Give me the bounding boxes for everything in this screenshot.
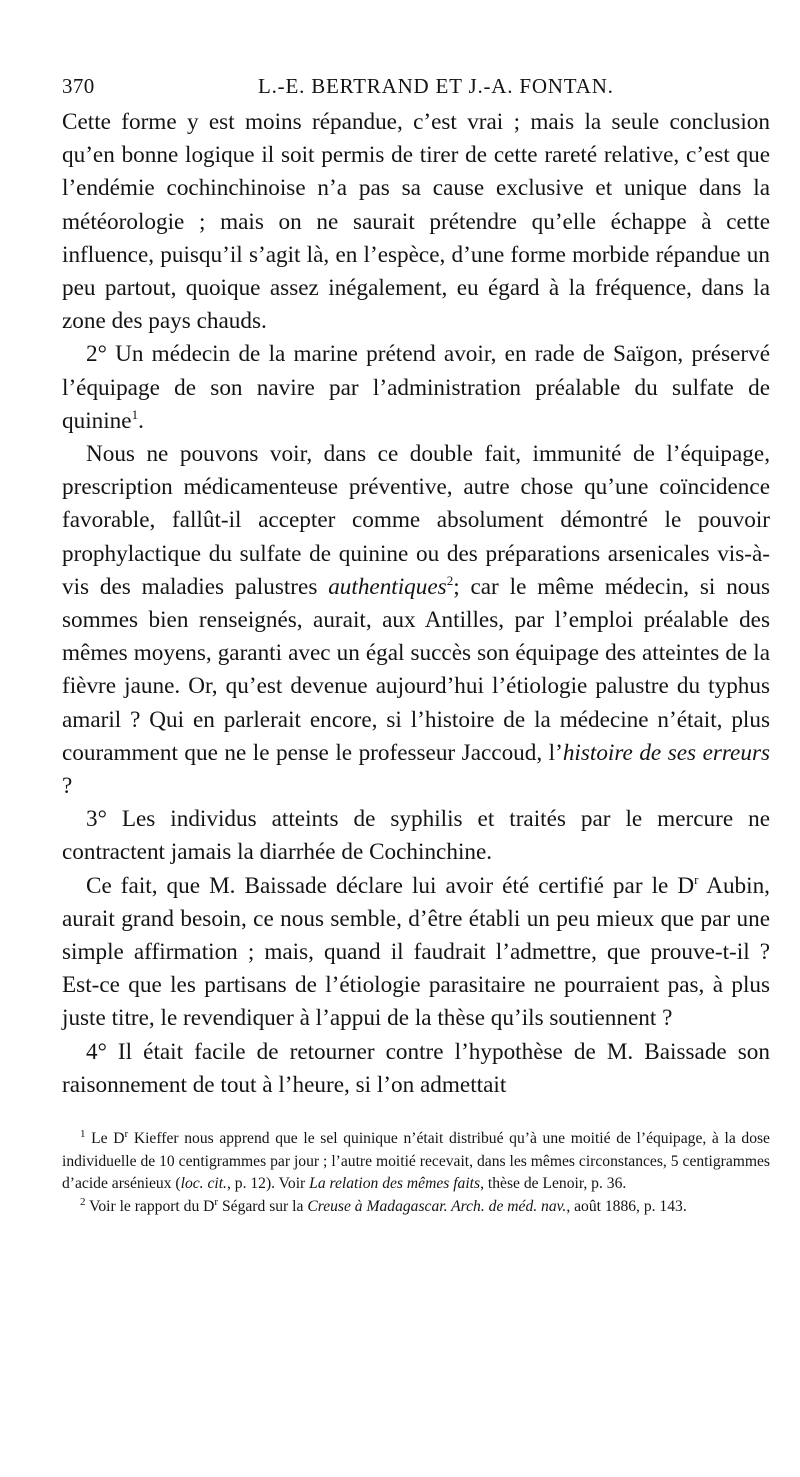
document-page (62, 72, 770, 1218)
running-title: L.-E. BERTRAND ET J.-A. FONTAN. (258, 74, 614, 98)
paragraph-4 (62, 803, 770, 869)
footnotes (62, 1128, 770, 1218)
footnote-1-text-b: Kieffer nous apprend que le sel quinique n’était distribué qu’à une moitié de l’équipage, à la dose individuelle de 10 centigrammes par jour ; l’autre moitié recevait, dans les mêmes circonstances, 5 centigrammes d’acide arsénieux ( (62, 1130, 770, 1193)
paragraph-5 (62, 870, 770, 1036)
footnote-1-text-d: , thèse de Lenoir, p. 36. (480, 1175, 627, 1193)
paragraph-2-text: 2° Un médecin de la marine prétend avoir, en rade de Saïgon, préservé l’équipage de son navire par l’administration préalable du sulfate de quinine (62, 341, 770, 434)
paragraph-3-italic-2: histoire de ses erreurs (562, 739, 770, 766)
footnote-2-sup: r (214, 1195, 219, 1208)
footnote-1-text-a: Le D (85, 1130, 125, 1148)
paragraph-5-sup: r (694, 871, 699, 887)
footnote-2 (62, 1196, 770, 1219)
footnote-2-text-b: Ségard sur la (218, 1197, 308, 1215)
paragraph-2-end: . (138, 407, 144, 434)
paragraph-5-text-b: Aubin, aurait grand besoin, ce nous semble, d’être établi un peu mieux que par une simple affirmation ; mais, quand il faudrait l’admettre, que prouve-t-il ? Est-ce que les partisans de l’étiologie parasitaire ne pourraient pas, à plus juste titre, le revendiquer à l’appui de la thèse qu’ils soutiennent ? (62, 872, 770, 1032)
page-number: 370 (62, 74, 95, 98)
footnote-1-mark: 1 (80, 1128, 86, 1141)
body-text (62, 106, 770, 1102)
footnote-1-text-c: , p. 12). Voir (226, 1175, 310, 1193)
footnote-2-text-a: Voir le rapport du D (85, 1197, 215, 1215)
paragraph-6-text: 4° Il était facile de retourner contre l’hypothèse de M. Baissade son raisonnement de tout à l’heure, si l’on admettait (62, 1038, 770, 1098)
footnote-1-italic-2: La relation des mêmes faits (309, 1175, 481, 1193)
footnote-2-text-c: , août 1886, p. 143. (566, 1197, 687, 1215)
page-header (62, 72, 770, 106)
paragraph-3-text-b: ; car le même médecin, si nous sommes bien renseignés, aurait, aux Antilles, par l’emploi préalable des mêmes moyens, garanti avec un égal succès son équipage des atteintes de la fièvre jaune. Or, qu’est devenue aujourd’hui l’étiologie palustre du typhus amaril ? Qui en parlerait encore, si l’histoire de la médecine n’était, plus couramment que ne le pense le professeur Jaccoud, l’ (62, 573, 770, 766)
paragraph-3-italic: authentiques (328, 573, 447, 600)
paragraph-3 (62, 438, 770, 803)
paragraph-1-text: Cette forme y est moins répandue, c’est vrai ; mais la seule conclusion qu’en bonne logique il soit permis de tirer de cette rareté relative, c’est que l’endémie cochinchinoise n’a pas sa cause exclusive et unique dans la météorologie ; mais on ne saurait prétendre qu’elle échappe à cette influence, puisqu’il s’agit là, en l’espèce, d’une forme morbide répandue un peu partout, quoique assez inégalement, eu égard à la fréquence, dans la zone des pays chauds. (62, 109, 770, 335)
footnote-ref-2: 2 (446, 572, 454, 588)
paragraph-3-text-a: Nous ne pouvons voir, dans ce double fait, immunité de l’équipage, prescription médicamenteuse préventive, autre chose qu’une coïncidence favorable, fallût-il accepter comme absolument démontré le pouvoir prophylactique du sulfate de quinine ou des préparations arsenicales vis-à-vis des maladies palustres (62, 441, 770, 600)
paragraph-3-end: ? (62, 773, 73, 800)
paragraph-5-text-a: Ce fait, que M. Baissade déclare lui avoir été certifié par le D (86, 872, 695, 899)
footnote-1-sup: r (124, 1128, 129, 1141)
footnote-1-italic-1: loc. cit. (180, 1175, 227, 1193)
paragraph-4-text: 3° Les individus atteints de syphilis et traités par le mercure ne contractent jamais la diarrhée de Cochinchine. (62, 806, 770, 866)
paragraph-1 (62, 106, 770, 338)
footnote-ref-1: 1 (131, 406, 139, 422)
paragraph-6 (62, 1036, 770, 1102)
paragraph-2 (62, 338, 770, 438)
footnote-2-mark: 2 (80, 1195, 86, 1208)
footnote-1 (62, 1128, 770, 1196)
footnote-2-italic: Creuse à Madagascar. Arch. de méd. nav. (307, 1197, 567, 1215)
